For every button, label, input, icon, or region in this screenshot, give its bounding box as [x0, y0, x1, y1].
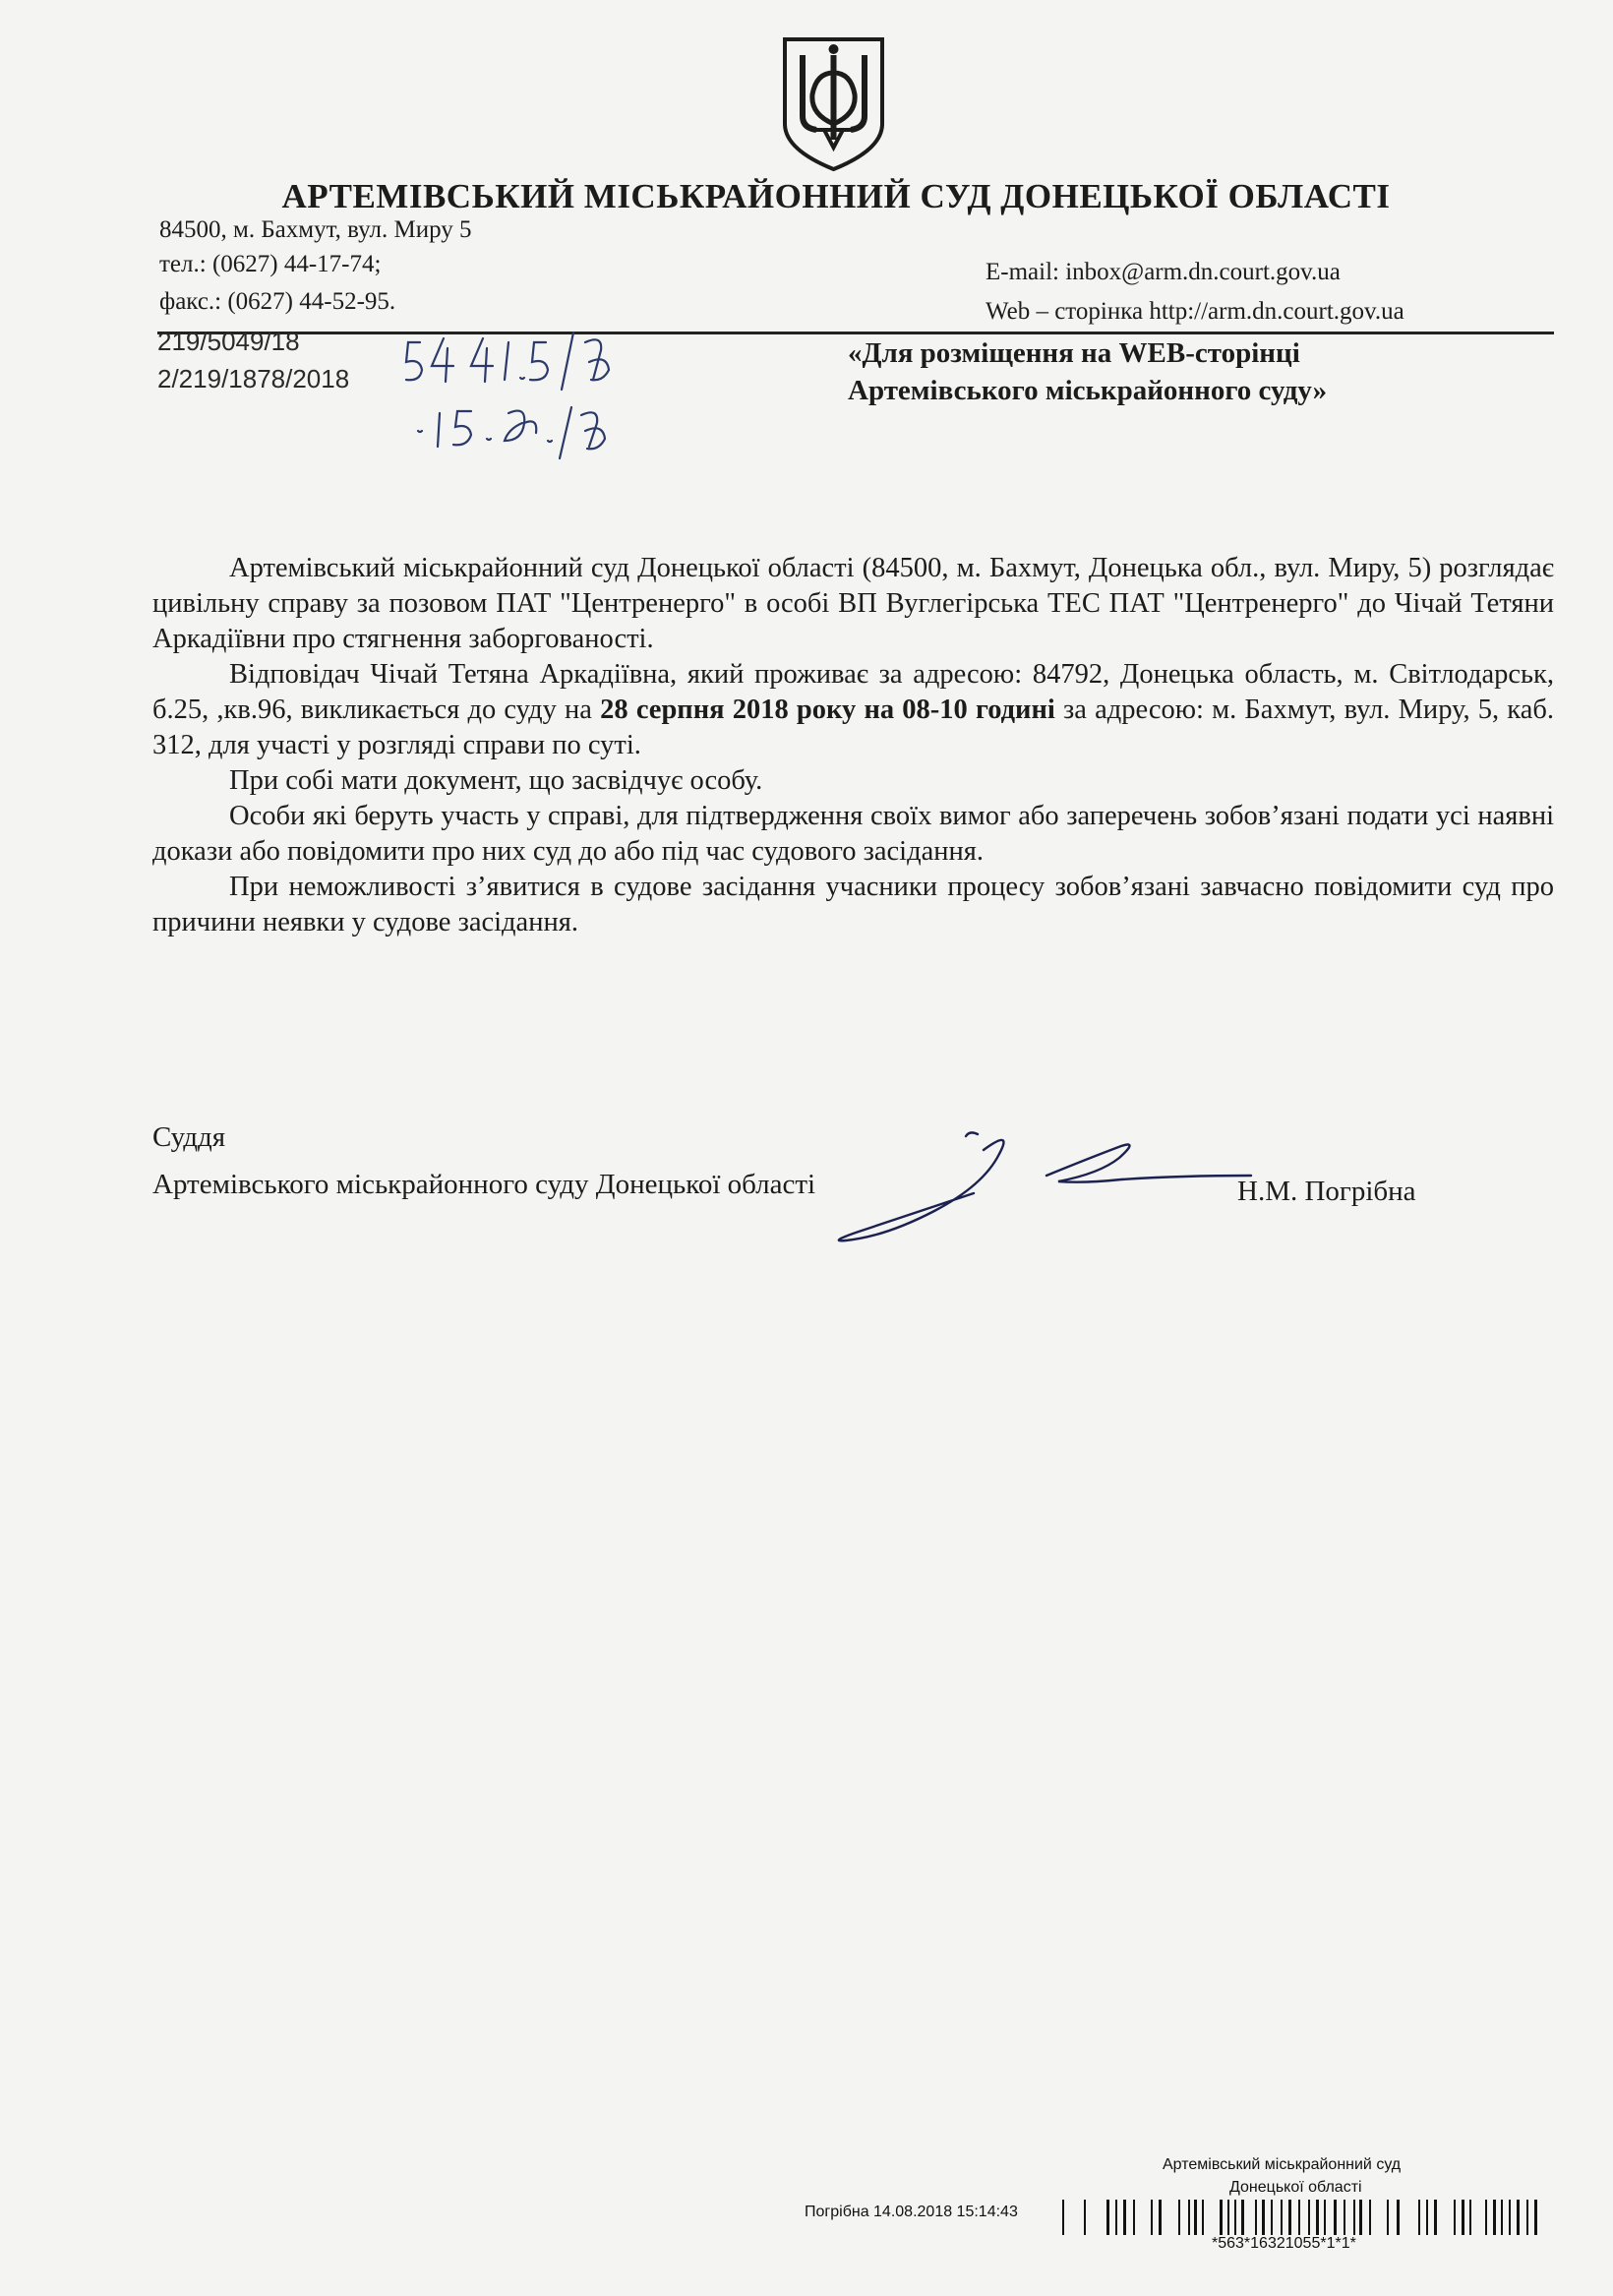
judge-name: Н.М. Погрібна	[1237, 1176, 1416, 1207]
handwritten-registration-note	[398, 325, 713, 472]
court-phone: тел.: (0627) 44-17-74;	[159, 251, 382, 277]
stamp-court-line-1: Артемівський міськрайонний суд	[1163, 2156, 1402, 2173]
web-publication-note	[848, 334, 1327, 409]
court-address: 84500, м. Бахмут, вул. Миру 5	[159, 216, 472, 243]
case-number-primary: 219/5049/18	[157, 327, 300, 356]
judge-signature	[826, 1117, 1259, 1249]
document-barcode	[1062, 2200, 1544, 2235]
stamp-user-datetime: Погрібна 14.08.2018 15:14:43	[805, 2204, 1018, 2220]
judge-title: Суддя	[152, 1121, 226, 1153]
court-title: АРТЕМІВСЬКИЙ МІСЬКРАЙОННИЙ СУД ДОНЕЦЬКОЇ ОБЛАСТІ	[281, 177, 1391, 215]
stamp-barcode-code: *563*16321055*1*1*	[1212, 2235, 1356, 2252]
paragraph-summons	[152, 657, 1554, 763]
web-note-line-2: Артемівського міськрайонного суду»	[848, 375, 1328, 406]
court-fax: факс.: (0627) 44-52-95.	[159, 288, 396, 315]
court-email: E-mail: inbox@arm.dn.court.gov.ua	[986, 259, 1341, 285]
judge-court: Артемівського міськрайонного суду Донецької області	[152, 1169, 816, 1200]
paragraph-evidence: Особи які беруть участь у справі, для підтвердження своїх вимог або заперечень зобов’язані подати усі наявні докази або повідомити про них суд до або під час судового засідання.	[152, 801, 1554, 867]
summons-text-start: Відповідач Чічай Тетяна Аркадіївна, який проживає за адресою: 84792, Донецька область, м. Світлодарськ, б.25, ,кв.96, викликається до суду на	[152, 659, 1554, 725]
hearing-date-time: 28 серпня 2018 року на 08-10 годині	[600, 695, 1055, 725]
paragraph-case-description: Артемівський міськрайонний суд Донецької області (84500, м. Бахмут, Донецька обл., вул. Миру, 5) розглядає цивільну справу за позовом ПАТ "Центренерго" в особі ВП Вуглегірська ТЕС ПАТ "Центренерго" до Чічай Тетяни Аркадіївни про стягнення заборгованості.	[152, 553, 1554, 654]
trident-emblem-icon	[777, 33, 890, 173]
paragraph-id-requirement: При собі мати документ, що засвідчує особу.	[229, 765, 763, 796]
web-note-line-1: «Для розміщення на WEB-сторінці	[848, 337, 1300, 369]
summons-text-end: за адресою: м. Бахмут, вул. Миру, 5, каб. 312, для участі у розгляді справи по суті.	[152, 695, 1554, 760]
summons-body	[152, 551, 1554, 940]
case-number-secondary: 2/219/1878/2018	[157, 364, 350, 393]
paragraph-absence-notice: При неможливості з’явитися в судове засідання учасники процесу зобов’язані завчасно повідомити суд про причини неявки у судове засідання.	[152, 872, 1554, 937]
stamp-court-line-2: Донецької області	[1229, 2179, 1362, 2196]
court-website: Web – сторінка http://arm.dn.court.gov.ua	[986, 298, 1404, 325]
